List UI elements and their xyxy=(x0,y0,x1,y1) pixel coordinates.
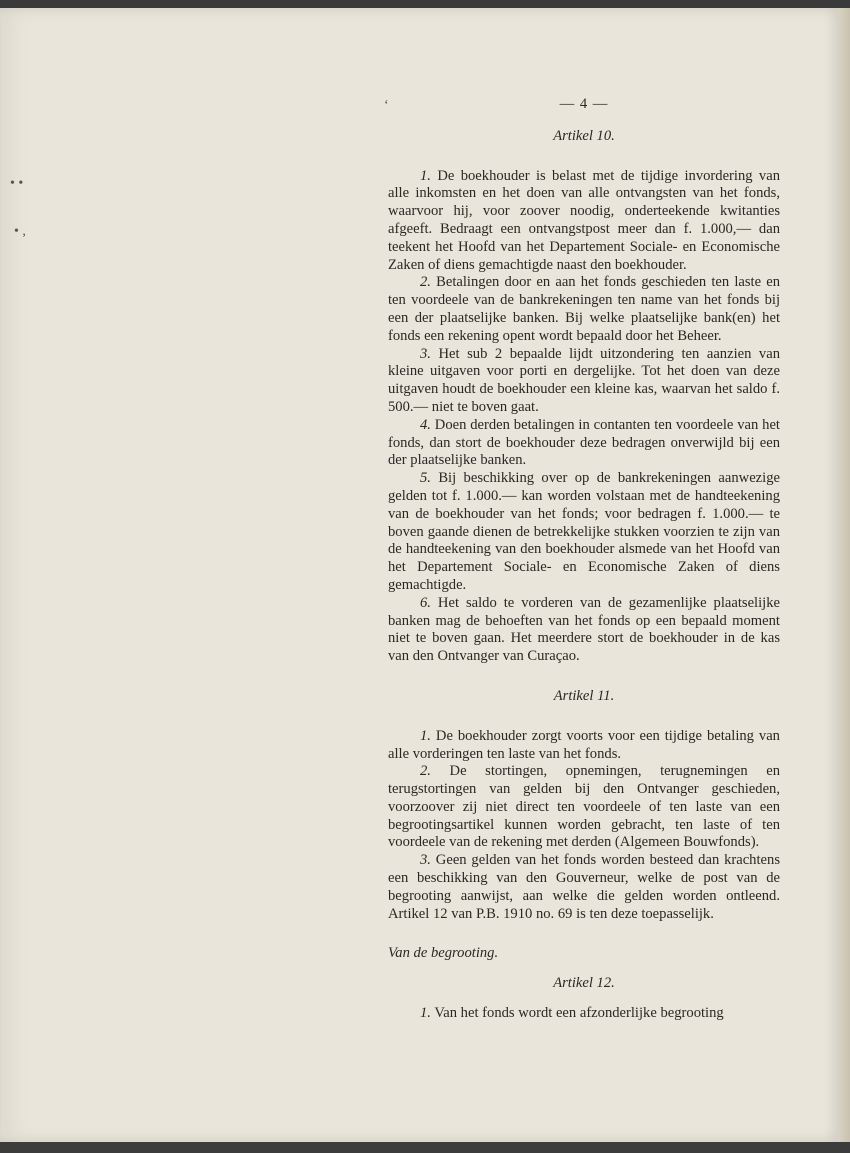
margin-dot: • • xyxy=(10,176,24,191)
paragraph: 2. Betalingen door en aan het fonds geschieden ten laste en ten voordeele van de bankrekeningen ten name van het fonds bij een der plaatselijke banken. Bij welke plaatselijke bank(en) het fonds een rekening opent wordt bepaald door het Beheer. xyxy=(388,274,780,344)
paragraph: 1. De boekhouder is belast met de tijdige invordering van alle inkomsten en het doen van alle ontvangsten van het fonds, waarvoor hij, voor zoover noodig, onderteekende kwitanties afgeeft. Bedraagt een ontvangstpost meer dan f. 1.000,— dan teekent het Hoofd van het Departement Sociale- en Economische Zaken of diens gemachtigde naast den boekhouder. xyxy=(388,167,780,273)
page-edge xyxy=(838,8,850,1142)
bottom-bar xyxy=(0,1142,850,1153)
section-title: Van de begrooting. xyxy=(388,945,499,962)
paragraph: 1. De boekhouder zorgt voorts voor een tijdige betaling van alle vorderingen ten laste van het fonds. xyxy=(388,727,780,762)
margin-dot: • , xyxy=(14,224,26,239)
page-mark: ʻ xyxy=(384,98,389,113)
paragraph: 3. Geen gelden van het fonds worden besteed dan krachtens een beschikking van den Gouverneur, welke de post van de begrooting aanwijst, aan welke die gelden worden ontleend. Artikel 12 van P.B. 1910 no. 69 is ten deze toepasselijk. xyxy=(388,852,780,922)
paragraph: 2. De stortingen, opnemingen, terugnemingen en terugstortingen van gelden bij den Ontvanger geschieden, voorzoover zij niet direct ten voordeele of ten laste van een begrootingsartikel kunnen worden gebracht, ten laste of ten voordeele van de rekening met derden (Algemeen Bouwfonds). xyxy=(388,763,780,851)
paragraph: 4. Doen derden betalingen in contanten ten voordeele van het fonds, dan stort de boekhouder deze bedragen onverwijld bij een der plaatselijke banken. xyxy=(388,416,780,469)
article-12-heading: Artikel 12. xyxy=(553,975,615,992)
top-bar xyxy=(0,0,850,8)
page-number: — 4 — xyxy=(559,96,609,112)
paragraph: 5. Bij beschikking over op de bankrekeningen aanwezige gelden tot f. 1.000.— kan worden volstaan met de handteekening van de boekhouder van het fonds; voor bedragen f. 1.000.— te boven gaande dienen de betrekkelijke stukken voorzien te zijn van de handteekening van den boekhouder alsmede van het Hoofd van het Departement Sociale- en Economische Zaken of diens gemachtigde. xyxy=(388,470,780,593)
document-body xyxy=(388,96,780,1023)
paragraph: 6. Het saldo te vorderen van de gezamenlijke plaatselijke banken mag de behoeften van het fonds op een bepaald moment niet te boven gaan. Het meerdere stort de boekhouder in de kas van den Ontvanger van Curaçao. xyxy=(388,594,780,665)
article-11-heading: Artikel 11. xyxy=(553,687,615,704)
paragraph: 1. Van het fonds wordt een afzonderlijke begrooting xyxy=(420,1005,724,1022)
article-10-heading: Artikel 10. xyxy=(553,127,615,144)
paragraph: 3. Het sub 2 bepaalde lijdt uitzondering ten aanzien van kleine uitgaven voor porti en dergelijke. Tot het doen van deze uitgaven houdt de boekhouder een kleine kas, waarvan het saldo f. 500.— niet te boven gaat. xyxy=(388,345,780,415)
